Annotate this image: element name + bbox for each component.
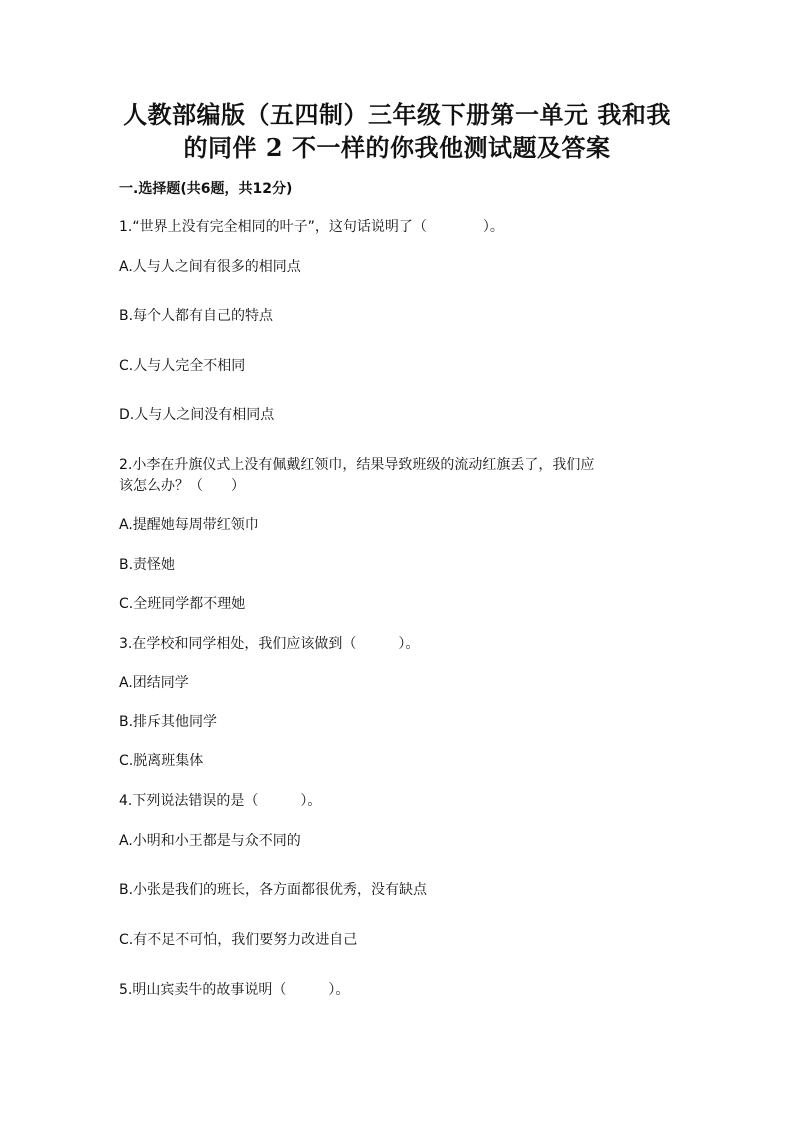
question-3-option-b: B.排斥其他同学 <box>119 714 218 730</box>
question-3-stem: 3.在学校和同学相处，我们应该做到（ ）。 <box>119 636 420 652</box>
question-2-option-b: B.责怪她 <box>119 557 176 573</box>
question-1-option-a: A.人与人之间有很多的相同点 <box>119 259 301 275</box>
question-2-option-a: A.提醒她每周带红领巾 <box>119 517 259 533</box>
question-3-option-c: C.脱离班集体 <box>119 753 204 769</box>
question-1-option-b: B.每个人都有自己的特点 <box>119 308 274 324</box>
question-4-option-b: B.小张是我们的班长，各方面都很优秀，没有缺点 <box>119 882 428 898</box>
question-4-option-c: C.有不足不可怕，我们要努力改进自己 <box>119 932 358 948</box>
document-title-line-1: 人教部编版（五四制）三年级下册第一单元 我和我 <box>123 100 671 129</box>
question-1-option-d: D.人与人之间没有相同点 <box>119 407 275 423</box>
question-1-stem: 1.“世界上没有完全相同的叶子”，这句话说明了（ ）。 <box>119 219 504 235</box>
question-2-stem-line-2: 该怎么办？（ ） <box>119 478 245 494</box>
document-title-line-2: 的同伴 2 不一样的你我他测试题及答案 <box>183 133 611 162</box>
section-heading: 一.选择题(共6题，共12分) <box>119 181 293 197</box>
question-2-option-c: C.全班同学都不理她 <box>119 596 246 612</box>
question-4-stem: 4.下列说法错误的是（ ）。 <box>119 793 322 809</box>
question-5-stem: 5.明山宾卖牛的故事说明（ ）。 <box>119 982 350 998</box>
question-4-option-a: A.小明和小王都是与众不同的 <box>119 833 301 849</box>
question-2-stem-line-1: 2.小李在升旗仪式上没有佩戴红领巾，结果导致班级的流动红旗丢了，我们应 <box>119 457 595 473</box>
question-3-option-a: A.团结同学 <box>119 675 189 691</box>
question-1-option-c: C.人与人完全不相同 <box>119 358 246 374</box>
